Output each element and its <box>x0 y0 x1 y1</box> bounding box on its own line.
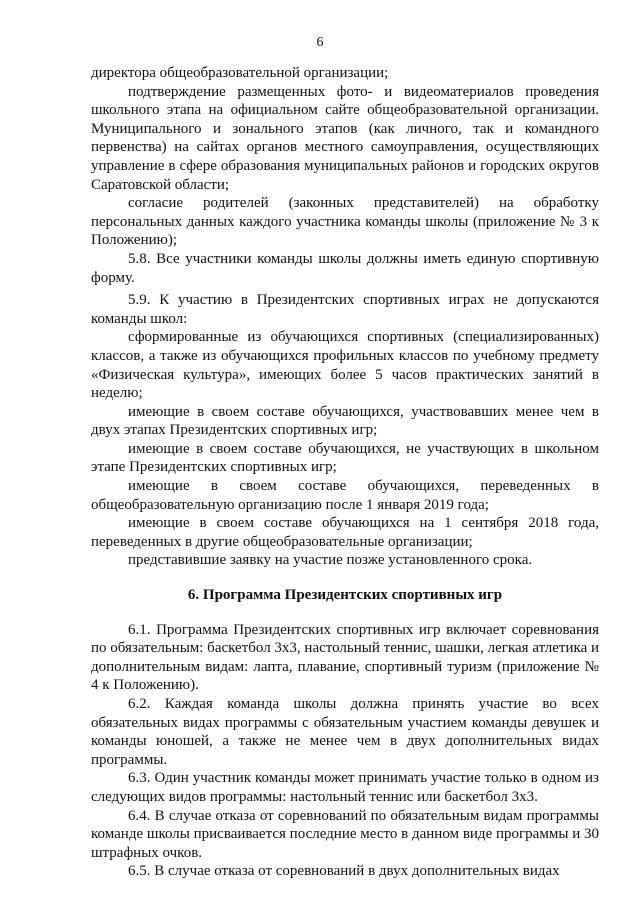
paragraph: 5.9. К участию в Президентских спортивных играх не допускаются команды школ: <box>91 292 599 327</box>
paragraph: 6.5. В случае отказа от соревнований в двух дополнительных видах <box>128 863 560 880</box>
paragraph: сформированные из обучающихся спортивных (специализированных) классов, а также из обучающихся профильных классов по учебному предмету «Физическая культура», имеющих более 5 часов практических занятий в неделю; <box>91 329 599 402</box>
paragraph: имеющие в своем составе обучающихся, не участвующих в школьном этапе Президентских спортивных игр; <box>91 440 599 476</box>
paragraph: представившие заявку на участие позже установленного срока. <box>128 552 533 569</box>
paragraph: подтверждение размещенных фото- и видеоматериалов проведения школьного этапа на официальном сайте общеобразовательной организации. Муниципального и зонального этапов (как личного, так и командного первенства) на сайтах органов местного самоуправления, осуществляющих управление в сфере образования муниципальных районов и городских округов Саратовской области; <box>91 83 599 193</box>
section-heading: 6. Программа Президентских спортивных игр <box>187 587 503 604</box>
paragraph: 6.3. Один участник команды может принимать участие только в одном из следующих видов программы: настольный теннис или баскетбол 3х3. <box>91 770 599 805</box>
paragraph: директора общеобразовательной организации; <box>91 65 389 81</box>
paragraph: имеющие в своем составе обучающихся, переведенных в общеобразовательную организацию после 1 января 2019 года; <box>91 478 599 513</box>
paragraph: имеющие в своем составе обучающихся на 1 сентября 2018 года, переведенных в другие общеобразовательные организации; <box>91 515 599 550</box>
paragraph: имеющие в своем составе обучающихся, участвовавших менее чем в двух этапах Президентских спортивных игр; <box>91 403 599 439</box>
document-body <box>91 64 599 881</box>
paragraph: 6.1. Программа Президентских спортивных игр включает соревнования по обязательным: баскетбол 3х3, настольный теннис, шашки, легкая атлетика и дополнительным видам: лапта, плавание, спортивный туризм (приложение № 4 к Положению). <box>91 621 600 694</box>
paragraph: согласие родителей (законных представителей) на обработку персональных данных каждого участника команды школы (приложение № 3 к Положению); <box>91 195 599 249</box>
page-number: 6 <box>316 35 324 50</box>
paragraph: 6.2. Каждая команда школы должна принять участие во всех обязательных видах программы с обязательным участием команды девушек и команды юношей, а также не менее чем в двух дополнительных видах программы. <box>91 696 599 768</box>
conditions-list <box>91 64 599 570</box>
program-section <box>91 621 599 881</box>
paragraph: 6.4. В случае отказа от соревнований по обязательным видам программы команде школы присваивается последние место в данном виде программы и 30 штрафных очков. <box>91 807 599 861</box>
paragraph: 5.8. Все участники команды школы должны иметь единую спортивную форму. <box>91 250 599 286</box>
